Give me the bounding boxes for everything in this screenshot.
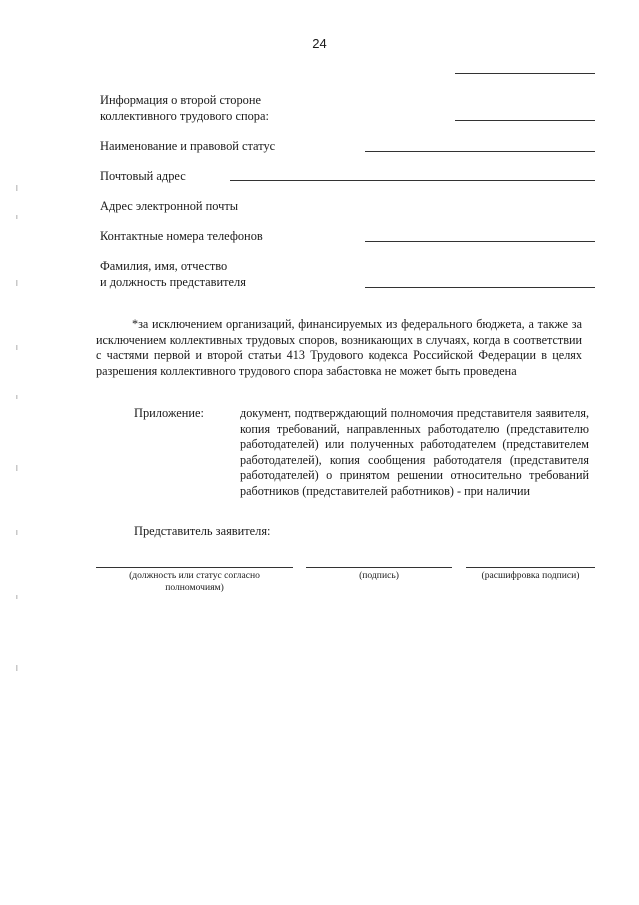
postal-address-label: Почтовый адрес: [100, 169, 186, 183]
position-field[interactable]: [96, 567, 293, 568]
top-blank-line[interactable]: [455, 73, 595, 74]
representative-label-line2: и должность представителя: [100, 275, 246, 289]
decoding-field[interactable]: [466, 567, 595, 568]
signature-field[interactable]: [306, 567, 452, 568]
representative-field[interactable]: [365, 287, 595, 288]
postal-address-field[interactable]: [230, 180, 595, 181]
footnote-text: *за исключением организаций, финансируемых из федерального бюджета, а также за исключением коллективных трудовых споров, возникающих в случаях, когда в соответствии с частями первой и второй статьи 413 Трудового кодекса Российской Федерации в целях разрешения коллективного трудового спора забастовка не может быть проведена: [96, 317, 582, 378]
position-caption-line2: полномочиям): [165, 582, 224, 593]
name-status-label: Наименование и правовой статус: [100, 139, 276, 153]
margin-scan-marks: [14, 185, 20, 685]
position-caption-line1: (должность или статус согласно: [129, 570, 260, 581]
second-party-label-line1: Информация о второй стороне: [100, 93, 261, 107]
representative-signature-label: Представитель заявителя:: [134, 524, 271, 538]
email-address-label: Адрес электронной почты: [100, 199, 239, 213]
decoding-caption: (расшифровка подписи): [481, 570, 580, 581]
attachment-label: Приложение:: [134, 406, 204, 420]
attachment-text: документ, подтверждающий полномочия представителя заявителя, копия требований, направленных работодателю (представителю работодателей) или полученных работодателем (представителем работодателей), копия сообщения работодателя (представителя работодателей) о принятом решении относительно требований работников (представителей работников) - при наличии: [240, 406, 589, 498]
phones-field[interactable]: [365, 241, 595, 242]
phones-label: Контактные номера телефонов: [100, 229, 263, 243]
position-caption: [96, 570, 293, 594]
representative-label-line1: Фамилия, имя, отчество: [100, 259, 228, 273]
name-status-field[interactable]: [365, 151, 595, 152]
second-party-field[interactable]: [455, 120, 595, 121]
page-number: 24: [312, 36, 327, 51]
footnote: [96, 317, 582, 379]
second-party-label-line2: коллективного трудового спора:: [100, 109, 269, 123]
signature-caption: (подпись): [359, 570, 399, 581]
